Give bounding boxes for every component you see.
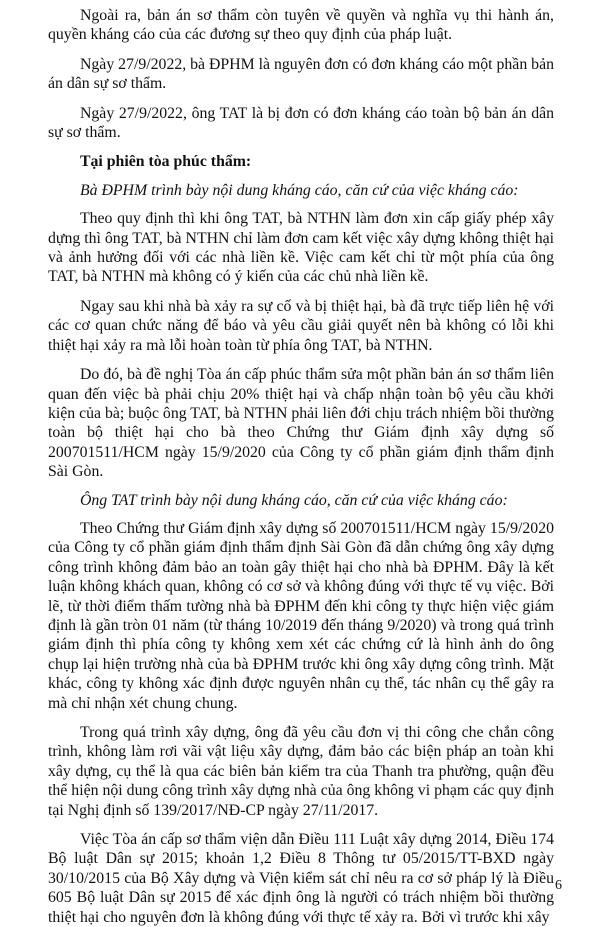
paragraph-plaintiff-contact-authorities: Ngay sau khi nhà bà xảy ra sự cố và bị thiệt hại, bà đã trực tiếp liên hệ với các cơ quan chức năng để báo và yêu cầu giải quyết nên bà không có lỗi khi thiệt hại xảy ra mà lỗi hoàn toàn từ phía ông TAT, bà NTHN. <box>48 297 554 354</box>
paragraph-permit-commitment: Theo quy định thì khi ông TAT, bà NTHN làm đơn xin cấp giấy phép xây dựng thì ông TAT, bà NTHN chỉ làm đơn cam kết việc xây dựng không thiệt hại và ảnh hưởng đối với các nhà liền kề. Việc cam kết chỉ từ một phía của ông TAT, bà NTHN mà không có ý kiến của các chủ nhà liền kề. <box>48 210 554 286</box>
paragraph-construction-safety: Trong quá trình xây dựng, ông đã yêu cầu đơn vị thi công che chắn công trình, không làm rơi vãi vật liệu xây dựng, đảm bảo các biện pháp an toàn khi xây dựng, cụ thể là qua các biên bản kiểm tra của Thanh tra phường, quận đều thể hiện nội dung công trình xây dựng nhà của ông không vi phạm các quy định tại Nghị định số 139/2017/NĐ-CP ngày 27/11/2017. <box>48 724 554 819</box>
subheading-defendant-appeal: Ông TAT trình bày nội dung kháng cáo, căn cứ của việc kháng cáo: <box>80 491 508 509</box>
page-number: 6 <box>555 877 562 893</box>
paragraph-legal-basis: Việc Tòa án cấp sơ thẩm viện dẫn Điều 111 Luật xây dựng 2014, Điều 174 Bộ luật Dân sự 2015; khoản 1,2 Điều 8 Thông tư 05/2015/TT-BXD ngày 30/10/2015 của Bộ Xây dựng và Viện kiểm sát chỉ nêu ra cơ sở pháp lý là Điều 605 Bộ luật Dân sự 2015 để xác định ông là người có trách nhiệm bồi thường thiệt hại cho nguyên đơn là không đúng với thực tế xảy ra. Bởi vì trước khi xây <box>48 831 554 926</box>
paragraph-appraisal-objection: Theo Chứng thư Giám định xây dựng số 200701511/HCM ngày 15/9/2020 của Công ty cổ phần giám định thẩm định Sài Gòn đã dẫn chứng ông xây dựng công trình không đảm bảo an toàn gây thiệt hại cho nhà bà ĐPHM. Đây là kết luận không khách quan, không có cơ sở và không đúng với thực tế vụ việc. Bởi lẽ, từ thời điểm thấm tường nhà bà ĐPHM đến khi công ty thực hiện việc giám định là gần tròn 01 năm (từ tháng 10/2019 đến tháng 9/2020) và trong quá trình giám định thì phía công ty không xem xét các chứng cứ là hình ảnh do ông chụp lại hiện trường nhà của bà ĐPHM trước khi ông xây dựng công trình. Mặt khác, công ty không xác định được nguyên nhân cụ thể, tác nhân cụ thể gây ra mà chỉ nhận xét chung chung. <box>48 519 554 712</box>
paragraph-defendant-appeal-date: Ngày 27/9/2022, ông TAT là bị đơn có đơn kháng cáo toàn bộ bản án dân sự sơ thẩm. <box>48 104 554 142</box>
paragraph-plaintiff-appeal-date: Ngày 27/9/2022, bà ĐPHM là nguyên đơn có đơn kháng cáo một phần bản án dân sự sơ thẩm. <box>48 55 554 93</box>
paragraph-enforcement-rights: Ngoài ra, bản án sơ thẩm còn tuyên về quyền và nghĩa vụ thi hành án, quyền kháng cáo của các đương sự theo quy định của pháp luật. <box>48 7 554 44</box>
paragraph-plaintiff-request: Do đó, bà đề nghị Tòa án cấp phúc thẩm sửa một phần bản án sơ thẩm liên quan đến việc bà phải chịu 20% thiệt hại và chấp nhận toàn bộ yêu cầu khởi kiện của bà; buộc ông TAT, bà NTHN phải liên đới chịu trách nhiệm bồi thường toàn bộ thiệt hại cho bà theo Chứng thư Giám định xây dựng số 200701511/HCM ngày 15/9/2020 của Công ty cổ phần giám định thẩm định Sài Gòn. <box>48 366 554 481</box>
subheading-plaintiff-appeal: Bà ĐPHM trình bày nội dung kháng cáo, căn cứ của việc kháng cáo: <box>80 181 519 199</box>
section-heading-appeal-hearing: Tại phiên tòa phúc thẩm: <box>80 153 252 171</box>
